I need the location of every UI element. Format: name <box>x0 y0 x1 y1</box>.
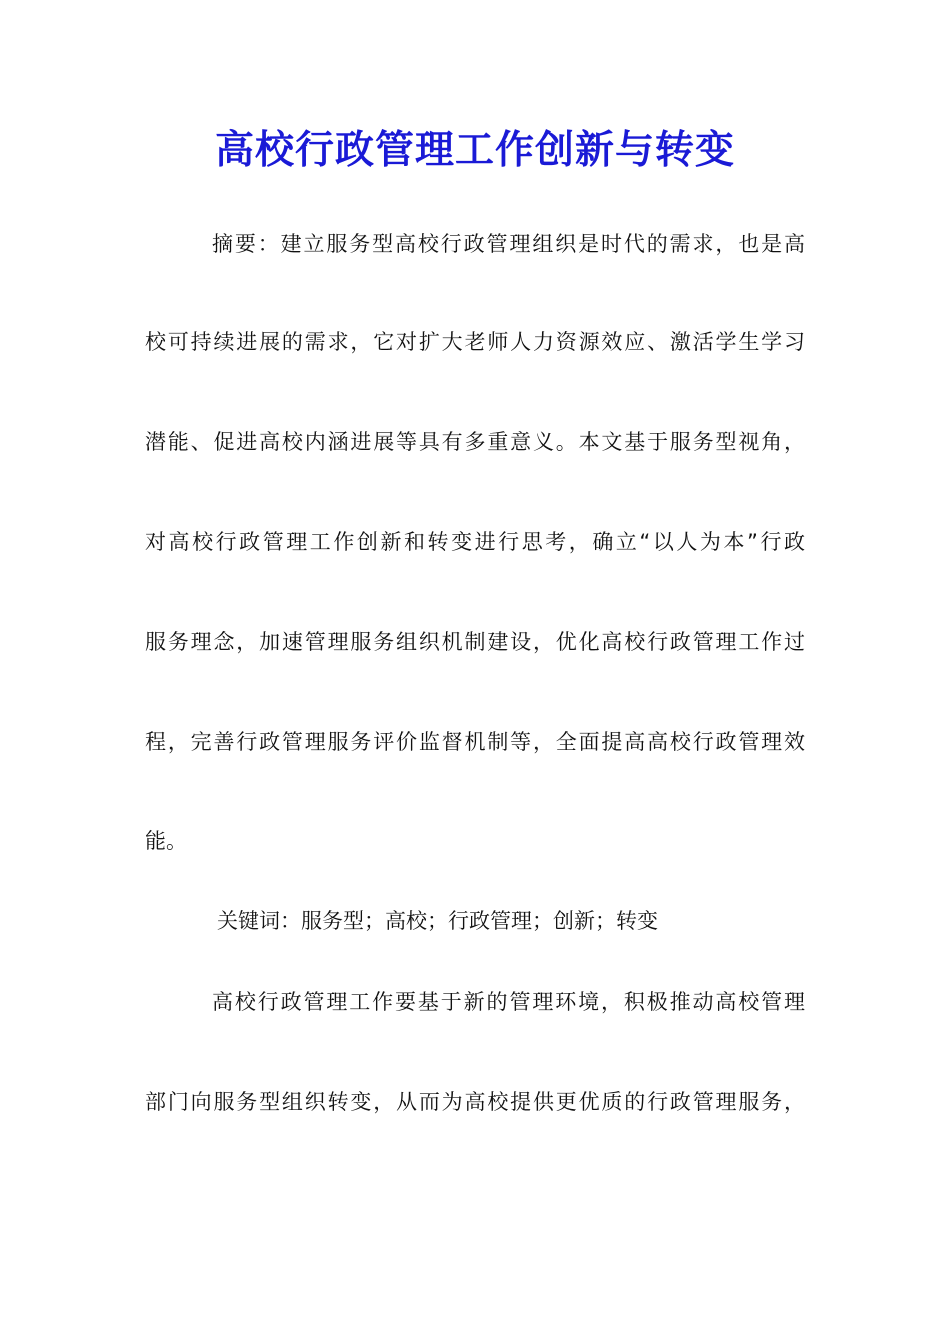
abstract-line-1: 摘要：建立服务型高校行政管理组织是时代的需求，也是高 <box>212 232 805 256</box>
document-title: 高校行政管理工作创新与转变 <box>214 127 735 173</box>
keywords-line: 关键词：服务型；高校；行政管理；创新；转变 <box>217 909 658 933</box>
body-line-2: 部门向服务型组织转变，从而为高校提供更优质的行政管理服务， <box>145 1090 805 1114</box>
abstract-line-4: 对高校行政管理工作创新和转变进行思考，确立“以人为本”行政 <box>145 530 805 554</box>
abstract-line-6: 程，完善行政管理服务评价监督机制等，全面提高高校行政管理效 <box>145 730 805 754</box>
abstract-line-2: 校可持续进展的需求，它对扩大老师人力资源效应、激活学生学习 <box>145 330 805 354</box>
body-line-1: 高校行政管理工作要基于新的管理环境，积极推动高校管理 <box>212 990 805 1014</box>
abstract-line-3: 潜能、促进高校内涵进展等具有多重意义。本文基于服务型视角， <box>145 430 805 454</box>
abstract-line-7: 能。 <box>145 829 187 853</box>
abstract-line-5: 服务理念，加速管理服务组织机制建设，优化高校行政管理工作过 <box>145 630 805 654</box>
